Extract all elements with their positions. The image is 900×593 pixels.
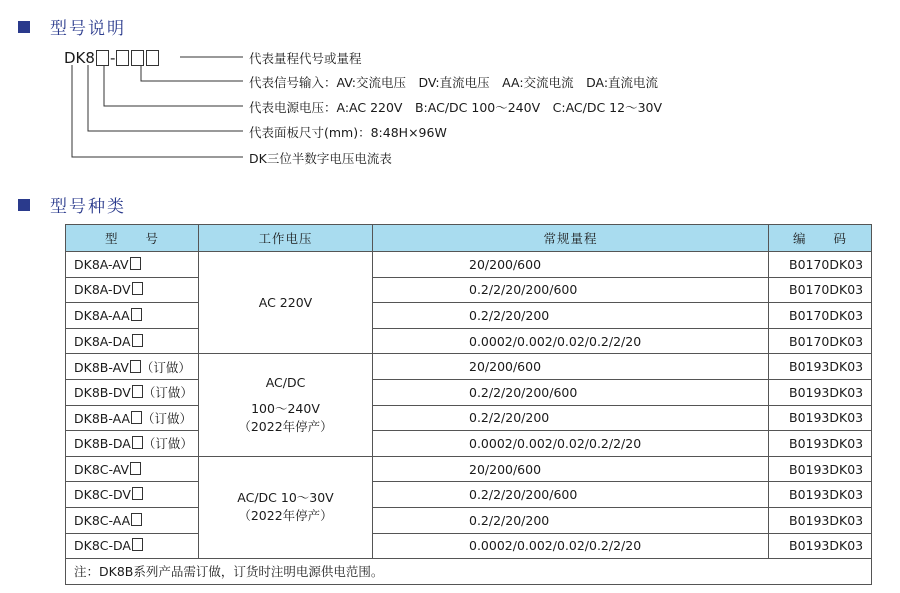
cell-code: B0193DK03 [769,405,872,431]
cell-range: 0.2/2/20/200/600 [373,482,769,508]
cell-range: 0.0002/0.002/0.02/0.2/2/20 [373,328,769,354]
voltage-line: 100～240V [251,401,320,417]
table-body [66,252,872,559]
cell-voltage [199,252,373,354]
model-label: DK8C-DA [74,538,131,554]
range-placeholder-box [132,385,143,398]
voltage-line: AC 220V [258,294,313,310]
voltage-line: （2022年停产） [238,508,333,524]
voltage-line: AC/DC [265,375,306,391]
range-placeholder-box [130,462,141,475]
cell-code: B0170DK03 [769,277,872,303]
cell-voltage [199,354,373,456]
table-row [66,405,872,431]
cell-code: B0193DK03 [769,533,872,559]
header-code: 编 码 [769,225,872,252]
cell-range: 20/200/600 [373,456,769,482]
custom-order-label: （订做） [142,410,193,426]
custom-order-label: （订做） [142,385,193,401]
table-row [66,482,872,508]
header-model: 型 号 [66,225,199,252]
model-label: DK8B-AA [74,410,131,426]
cell-model [66,405,199,431]
table-row [66,507,872,533]
range-placeholder-box [131,411,142,424]
model-label: DK8C-DV [74,487,131,503]
cell-code: B0193DK03 [769,354,872,380]
range-placeholder-box [132,282,143,295]
cell-model [66,277,199,303]
custom-order-label: （订做） [140,359,191,375]
model-label: DK8A-AA [74,307,130,323]
table-row [66,277,872,303]
cell-range: 0.2/2/20/200 [373,405,769,431]
table-row [66,533,872,559]
section-square-icon [18,199,30,211]
model-label: DK8C-AV [74,461,130,477]
model-label: DK8A-DV [74,282,131,298]
section-heading-model-types [18,192,126,217]
model-types-table [65,224,872,585]
legend-signal-input: 代表信号输入：AV:交流电压 DV:直流电压 AA:交流电流 DA:直流电流 [249,75,659,90]
table-row [66,354,872,380]
cell-code: B0193DK03 [769,379,872,405]
voltage-line: AC/DC 10～30V [237,490,334,506]
legend-range-code: 代表量程代号或量程 [249,51,362,66]
cell-model [66,533,199,559]
range-placeholder-box [130,360,141,373]
range-placeholder-box [131,513,142,526]
table-row [66,303,872,329]
cell-model [66,328,199,354]
header-voltage: 工作电压 [199,225,373,252]
cell-voltage [199,456,373,558]
cell-range: 20/200/600 [373,252,769,278]
cell-code: B0193DK03 [769,482,872,508]
cell-code: B0170DK03 [769,303,872,329]
range-placeholder-box [130,257,141,270]
range-placeholder-box [132,487,143,500]
cell-range: 0.2/2/20/200/600 [373,379,769,405]
cell-model [66,379,199,405]
voltage-line: （2022年停产） [238,419,333,435]
cell-model [66,303,199,329]
table-row [66,379,872,405]
cell-model [66,456,199,482]
table-note: 注：DK8B系列产品需订做，订货时注明电源供电范围。 [66,559,872,585]
custom-order-label: （订做） [142,436,193,452]
range-placeholder-box [132,334,143,347]
cell-model [66,482,199,508]
model-code-prefix: DK8 [64,49,95,67]
legend-series-name: DK三位半数字电压电流表 [249,151,392,166]
model-label: DK8A-DA [74,333,131,349]
range-placeholder-box [131,308,142,321]
range-placeholder-box [132,538,143,551]
table-note-row [66,559,872,585]
cell-code: B0193DK03 [769,507,872,533]
range-placeholder-box [132,436,143,449]
model-label: DK8B-AV [74,359,129,375]
model-code-dash: - [109,49,116,67]
cell-model [66,252,199,278]
model-label: DK8B-DV [74,385,131,401]
legend-power-voltage: 代表电源电压：A:AC 220V B:AC/DC 100～240V C:AC/DC 12～30V [249,100,663,115]
cell-code: B0193DK03 [769,431,872,457]
model-label: DK8B-DA [74,436,131,452]
section-title: 型号说明 [50,19,126,39]
cell-code: B0193DK03 [769,456,872,482]
cell-range: 0.2/2/20/200 [373,507,769,533]
cell-code: B0170DK03 [769,252,872,278]
cell-range: 20/200/600 [373,354,769,380]
table-row [66,431,872,457]
cell-range: 0.2/2/20/200/600 [373,277,769,303]
table-header-row [66,225,872,252]
model-label: DK8C-AA [74,512,131,528]
section-title: 型号种类 [50,197,126,217]
cell-range: 0.0002/0.002/0.02/0.2/2/20 [373,431,769,457]
cell-model [66,507,199,533]
table-row [66,252,872,278]
legend-panel-size: 代表面板尺寸(mm)：8:48H×96W [249,125,447,140]
cell-model [66,354,199,380]
cell-model [66,431,199,457]
cell-range: 0.0002/0.002/0.02/0.2/2/20 [373,533,769,559]
header-range: 常规量程 [373,225,769,252]
cell-code: B0170DK03 [769,328,872,354]
table-row [66,328,872,354]
table-row [66,456,872,482]
cell-range: 0.2/2/20/200 [373,303,769,329]
model-label: DK8A-AV [74,256,129,272]
